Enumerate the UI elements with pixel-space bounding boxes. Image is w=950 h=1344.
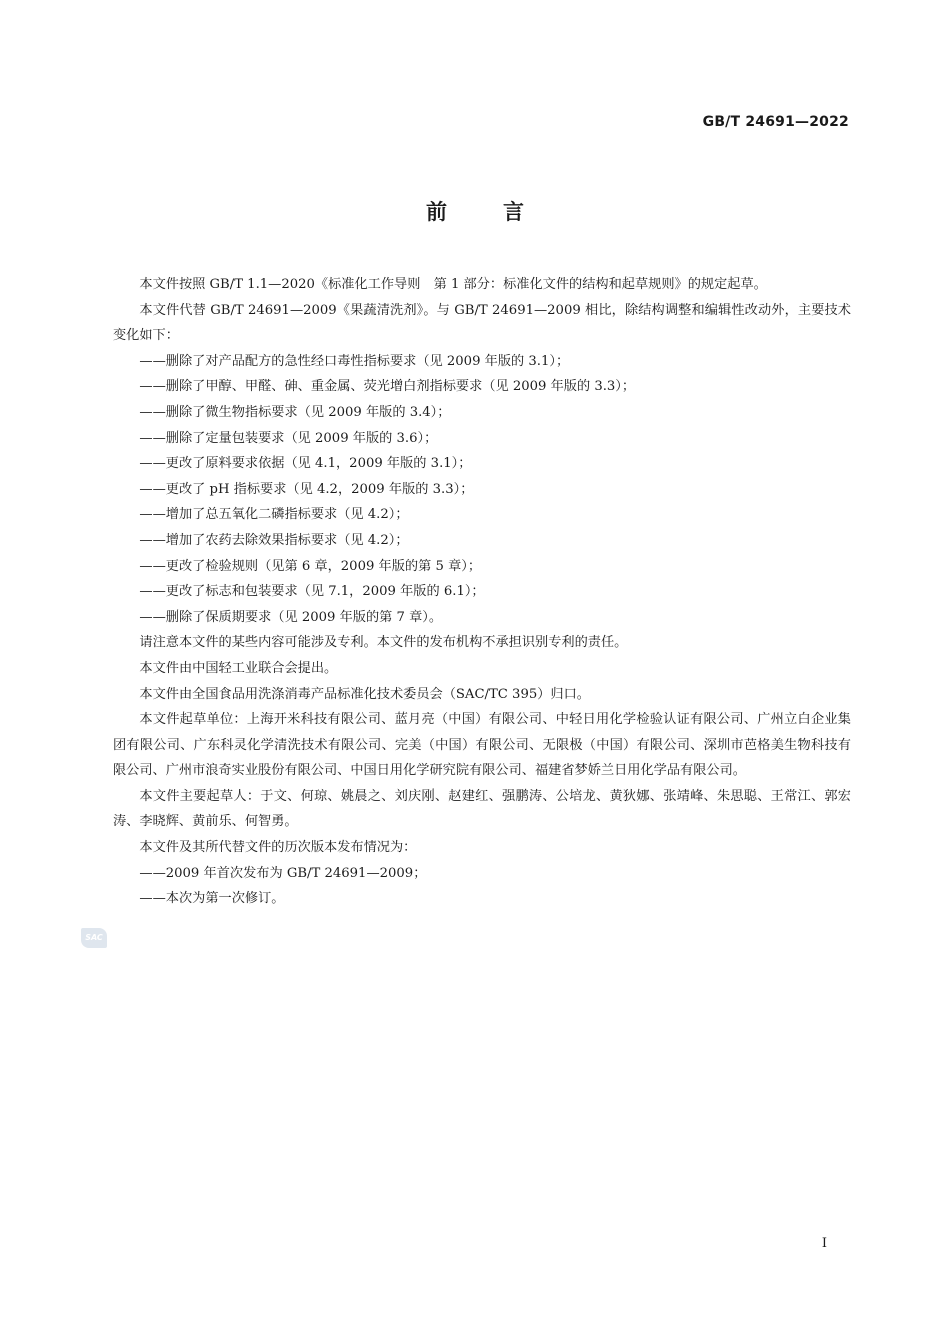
paragraph-proposer: 本文件由中国轻工业联合会提出。	[139, 660, 338, 676]
sac-logo: SAC	[81, 928, 107, 948]
change-item: ——更改了检验规则（见第 6 章，2009 年版的第 5 章）；	[139, 558, 482, 574]
page-title: 前言	[426, 200, 580, 224]
change-item: ——更改了标志和包装要求（见 7.1，2009 年版的 6.1）；	[139, 584, 485, 600]
change-item: ——增加了总五氧化二磷指标要求（见 4.2）；	[139, 507, 409, 523]
standard-code: GB/T 24691—2022	[702, 114, 849, 130]
page-number: I	[821, 1236, 827, 1251]
change-item: ——删除了保质期要求（见 2009 年版的第 7 章）。	[139, 609, 443, 625]
foreword-body	[113, 272, 851, 912]
paragraph-drafting-units: 本文件起草单位：上海开米科技有限公司、蓝月亮（中国）有限公司、中轻日用化学检验认证有限公司、广州立白企业集团有限公司、广东科灵化学清洗技术有限公司、完美（中国）有限公司、无限极（中国）有限公司、深圳市芭格美生物科技有限公司、广州市浪奇实业股份有限公司、中国日用化学研究院有限公司、福建省梦娇兰日用化学品有限公司。	[113, 712, 851, 779]
change-item: ——增加了农药去除效果指标要求（见 4.2）；	[139, 532, 409, 548]
paragraph-drafters: 本文件主要起草人：于文、何琼、姚晨之、刘庆刚、赵建红、强鹏涛、公培龙、黄狄娜、张靖峰、朱思聪、王常江、郭宏涛、李晓辉、黄前乐、何智勇。	[113, 788, 851, 830]
paragraph-patent-notice: 请注意本文件的某些内容可能涉及专利。本文件的发布机构不承担识别专利的责任。	[139, 635, 628, 651]
change-item: ——删除了微生物指标要求（见 2009 年版的 3.4）；	[139, 404, 451, 420]
version-item: ——2009 年首次发布为 GB/T 24691—2009；	[139, 865, 427, 881]
paragraph-version-history: 本文件及其所代替文件的历次版本发布情况为：	[139, 840, 417, 856]
change-item: ——更改了 pH 指标要求（见 4.2，2009 年版的 3.3）；	[139, 481, 474, 497]
paragraph-committee: 本文件由全国食品用洗涤消毒产品标准化技术委员会（SAC/TC 395）归口。	[139, 686, 590, 702]
change-item: ——删除了甲醇、甲醛、砷、重金属、荧光增白剂指标要求（见 2009 年版的 3.3）；	[139, 379, 636, 395]
change-item: ——更改了原料要求依据（见 4.1，2009 年版的 3.1）；	[139, 456, 472, 472]
paragraph-drafting-rules: 本文件按照 GB/T 1.1—2020《标准化工作导则 第 1 部分：标准化文件的结构和起草规则》的规定起草。	[139, 277, 767, 292]
change-item: ——删除了对产品配方的急性经口毒性指标要求（见 2009 年版的 3.1）；	[139, 353, 570, 369]
version-item: ——本次为第一次修订。	[139, 891, 285, 907]
paragraph-replacement: 本文件代替 GB/T 24691—2009《果蔬清洗剂》。与 GB/T 24691—2009 相比，除结构调整和编辑性改动外，主要技术变化如下：	[113, 302, 851, 344]
change-item: ——删除了定量包装要求（见 2009 年版的 3.6）；	[139, 430, 438, 446]
